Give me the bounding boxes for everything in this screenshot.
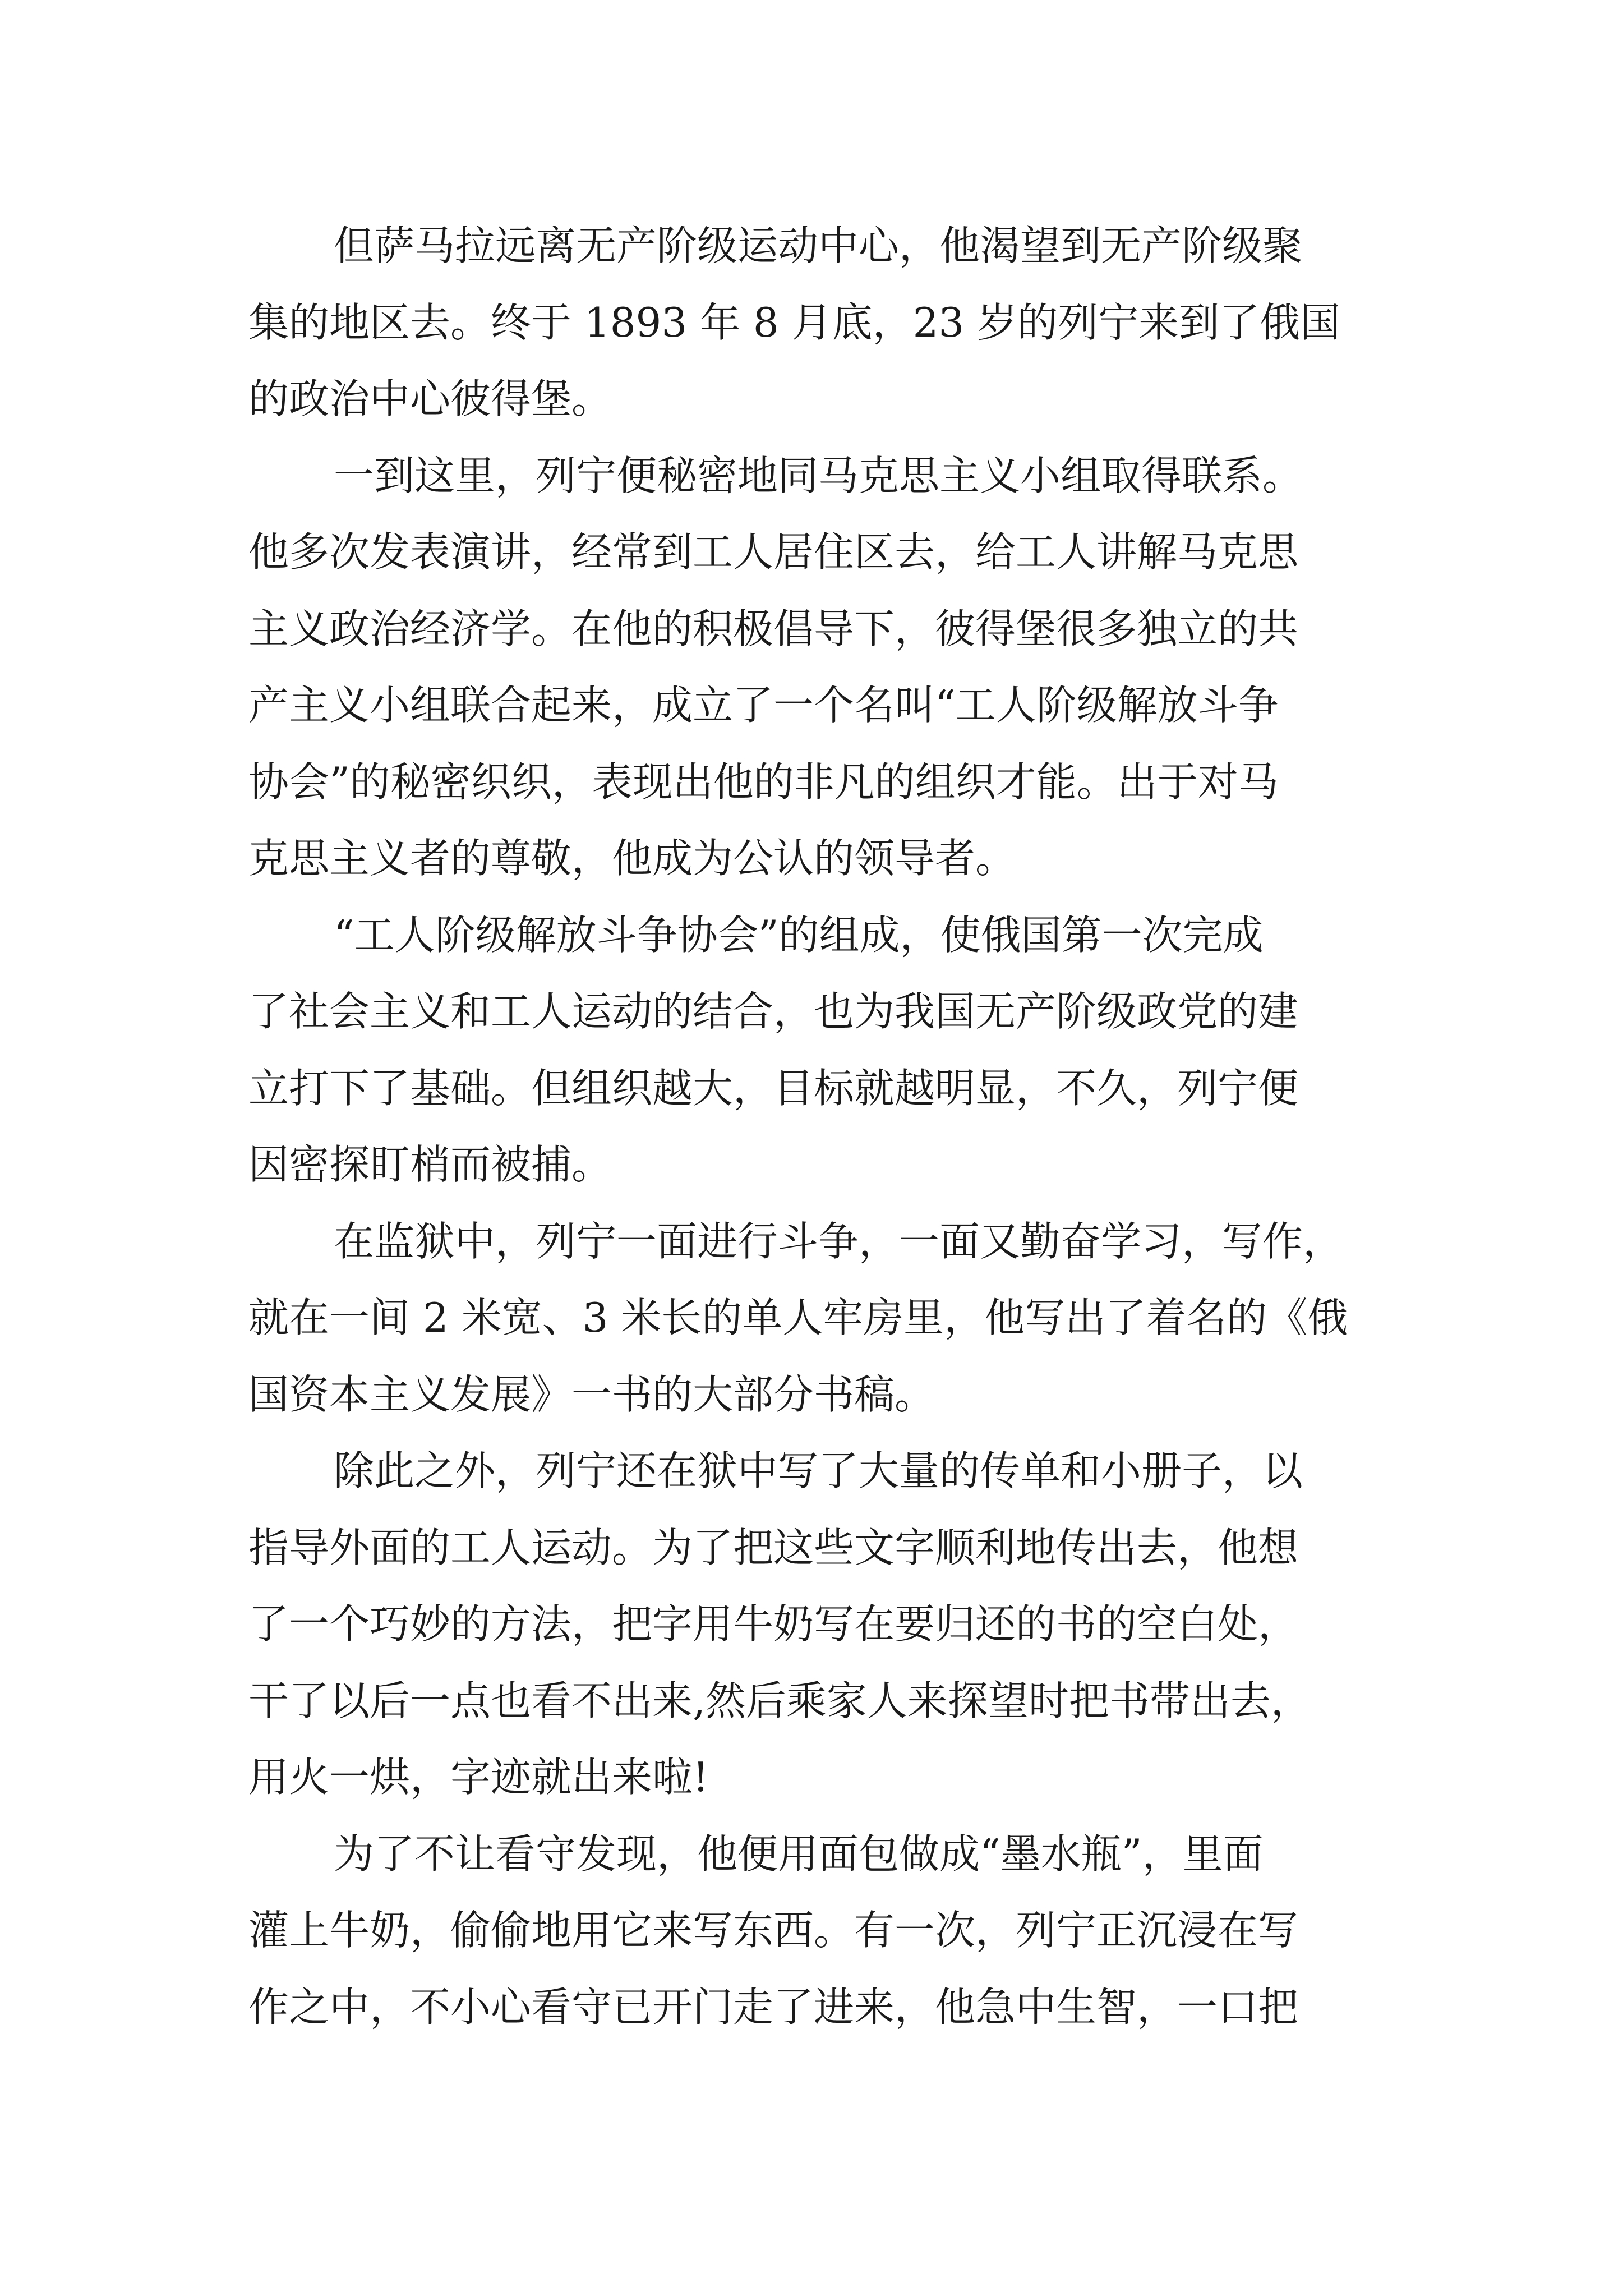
- text-line: 除此之外，列宁还在狱中写了大量的传单和小册子，以: [334, 1447, 1303, 1494]
- text-line: 集的地区去。终于 1893 年 8 月底，23 岁的列宁来到了俄国: [248, 298, 1341, 346]
- text-line: 作之中，不小心看守已开门走了进来，他急中生智，一口把: [248, 1983, 1299, 2031]
- text-line: 但萨马拉远离无产阶级运动中心，他渴望到无产阶级聚: [334, 222, 1303, 269]
- paragraph-2: [248, 438, 1384, 897]
- paragraph-5: [248, 1433, 1384, 1816]
- text-line: 就在一间 2 米宽、3 米长的单人牢房里，他写出了着名的《俄: [248, 1294, 1348, 1341]
- text-line: “工人阶级解放斗争协会”的组成，使俄国第一次完成: [334, 911, 1264, 959]
- paragraph-1: [248, 208, 1384, 438]
- paragraph-6: [248, 1816, 1384, 2046]
- text-line: 一到这里，列宁便秘密地同马克思主义小组取得联系。: [334, 452, 1303, 499]
- text-line: 产主义小组联合起来，成立了一个名叫“工人阶级解放斗争: [248, 682, 1279, 729]
- text-line: 了社会主义和工人运动的结合，也为我国无产阶级政党的建: [248, 988, 1299, 1035]
- text-line: 为了不让看守发现，他便用面包做成“墨水瓶”，里面: [334, 1830, 1264, 1878]
- text-line: 协会”的秘密织织，表现出他的非凡的组织才能。出于对马: [248, 758, 1279, 806]
- paragraph-4: [248, 1203, 1384, 1433]
- text-line: 主义政治经济学。在他的积极倡导下，彼得堡很多独立的共: [248, 605, 1299, 652]
- text-line: 干了以后一点也看不出来,然后乘家人来探望时把书带出去，: [248, 1677, 1311, 1724]
- body-text: [248, 208, 1384, 2045]
- text-line: 因密探盯梢而被捕。: [248, 1141, 612, 1188]
- text-line: 在监狱中，列宁一面进行斗争，一面又勤奋学习，写作，: [334, 1217, 1344, 1265]
- text-line: 的政治中心彼得堡。: [248, 375, 612, 422]
- text-line: 他多次发表演讲，经常到工人居住区去，给工人讲解马克思: [248, 528, 1299, 576]
- text-line: 用火一烘，字迹就出来啦!: [248, 1754, 709, 1801]
- text-line: 灌上牛奶，偷偷地用它来写东西。有一次，列宁正沉浸在写: [248, 1907, 1299, 1954]
- text-line: 国资本主义发展》一书的大部分书稿。: [248, 1370, 935, 1418]
- text-line: 了一个巧妙的方法，把字用牛奶写在要归还的书的空白处，: [248, 1600, 1299, 1648]
- paragraph-3: [248, 897, 1384, 1203]
- text-line: 立打下了基础。但组织越大，目标就越明显，不久，列宁便: [248, 1064, 1299, 1112]
- text-line: 指导外面的工人运动。为了把这些文字顺利地传出去，他想: [248, 1524, 1299, 1571]
- text-line: 克思主义者的尊敬，他成为公认的领导者。: [248, 835, 1016, 882]
